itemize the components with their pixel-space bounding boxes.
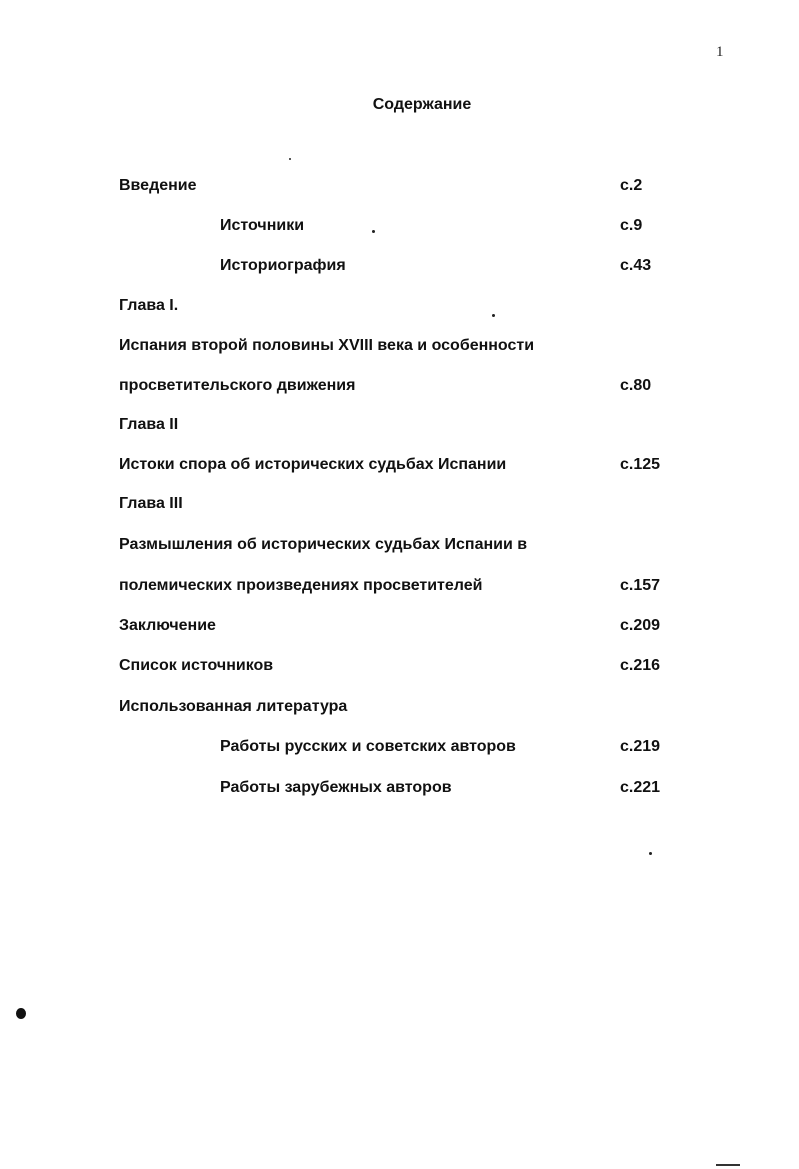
- toc-entry-chapter-1: [0, 295, 799, 317]
- toc-entry-page: с.221: [620, 779, 661, 796]
- toc-entry-foreign-authors: [0, 777, 799, 799]
- toc-entry-label: Истоки спора об исторических судьбах Испании: [119, 456, 507, 473]
- toc-entry-russian-authors: [0, 736, 799, 758]
- toc-entry-label: Список источников: [119, 657, 274, 674]
- scan-speck: [492, 314, 495, 317]
- toc-entry-page: с.209: [620, 617, 661, 634]
- toc-entry-label: Заключение: [119, 617, 216, 634]
- toc-entry-historiography: [0, 255, 799, 277]
- toc-entry-page: с.9: [620, 217, 643, 234]
- toc-entry-label: Работы зарубежных авторов: [220, 779, 452, 796]
- toc-entry-page: с.219: [620, 738, 661, 755]
- scan-speck: [289, 158, 291, 160]
- toc-entry-chapter-2: [0, 414, 799, 436]
- toc-entry-page: с.80: [620, 377, 652, 394]
- scan-blot: [16, 1008, 26, 1019]
- toc-entry-page: с.2: [620, 177, 643, 194]
- toc-entry-label: Глава III: [119, 495, 183, 512]
- toc-entry-introduction: [0, 175, 799, 197]
- toc-entry-label: Историография: [220, 257, 346, 274]
- toc-entry-chapter-2-title: [0, 454, 799, 476]
- toc-entry-chapter-3: [0, 493, 799, 515]
- toc-entry-page: с.125: [620, 456, 661, 473]
- toc-entry-chapter-3-title-line-2: [0, 575, 799, 597]
- scan-edge-mark: [716, 1164, 740, 1166]
- toc-entry-label: полемических произведениях просветителей: [119, 577, 483, 594]
- toc-entry-sources-list: [0, 655, 799, 677]
- toc-entry-label: Введение: [119, 177, 197, 194]
- toc-entry-sources: [0, 215, 799, 237]
- toc-entry-label: Использованная литература: [119, 698, 348, 715]
- toc-entry-label: Глава II: [119, 416, 179, 433]
- scan-speck: [649, 852, 652, 855]
- toc-entry-chapter-1-title-line-2: [0, 375, 799, 397]
- toc-entry-page: с.43: [620, 257, 652, 274]
- toc-entry-label: Источники: [220, 217, 305, 234]
- toc-entry-label: Испания второй половины XVIII века и особенности: [119, 337, 535, 354]
- toc-entry-conclusion: [0, 615, 799, 637]
- toc-entry-chapter-3-title-line-1: [0, 534, 799, 556]
- toc-entry-label: просветительского движения: [119, 377, 356, 394]
- page-number: 1: [716, 44, 724, 60]
- toc-entry-label: Работы русских и советских авторов: [220, 738, 516, 755]
- toc-entry-label: Размышления об исторических судьбах Испании в: [119, 536, 528, 553]
- page-title: Содержание: [372, 96, 472, 113]
- toc-entry-chapter-1-title-line-1: [0, 335, 799, 357]
- toc-entry-literature: [0, 696, 799, 718]
- toc-entry-page: с.216: [620, 657, 661, 674]
- toc-entry-page: с.157: [620, 577, 661, 594]
- toc-entry-label: Глава I.: [119, 297, 179, 314]
- scan-speck: [372, 230, 375, 233]
